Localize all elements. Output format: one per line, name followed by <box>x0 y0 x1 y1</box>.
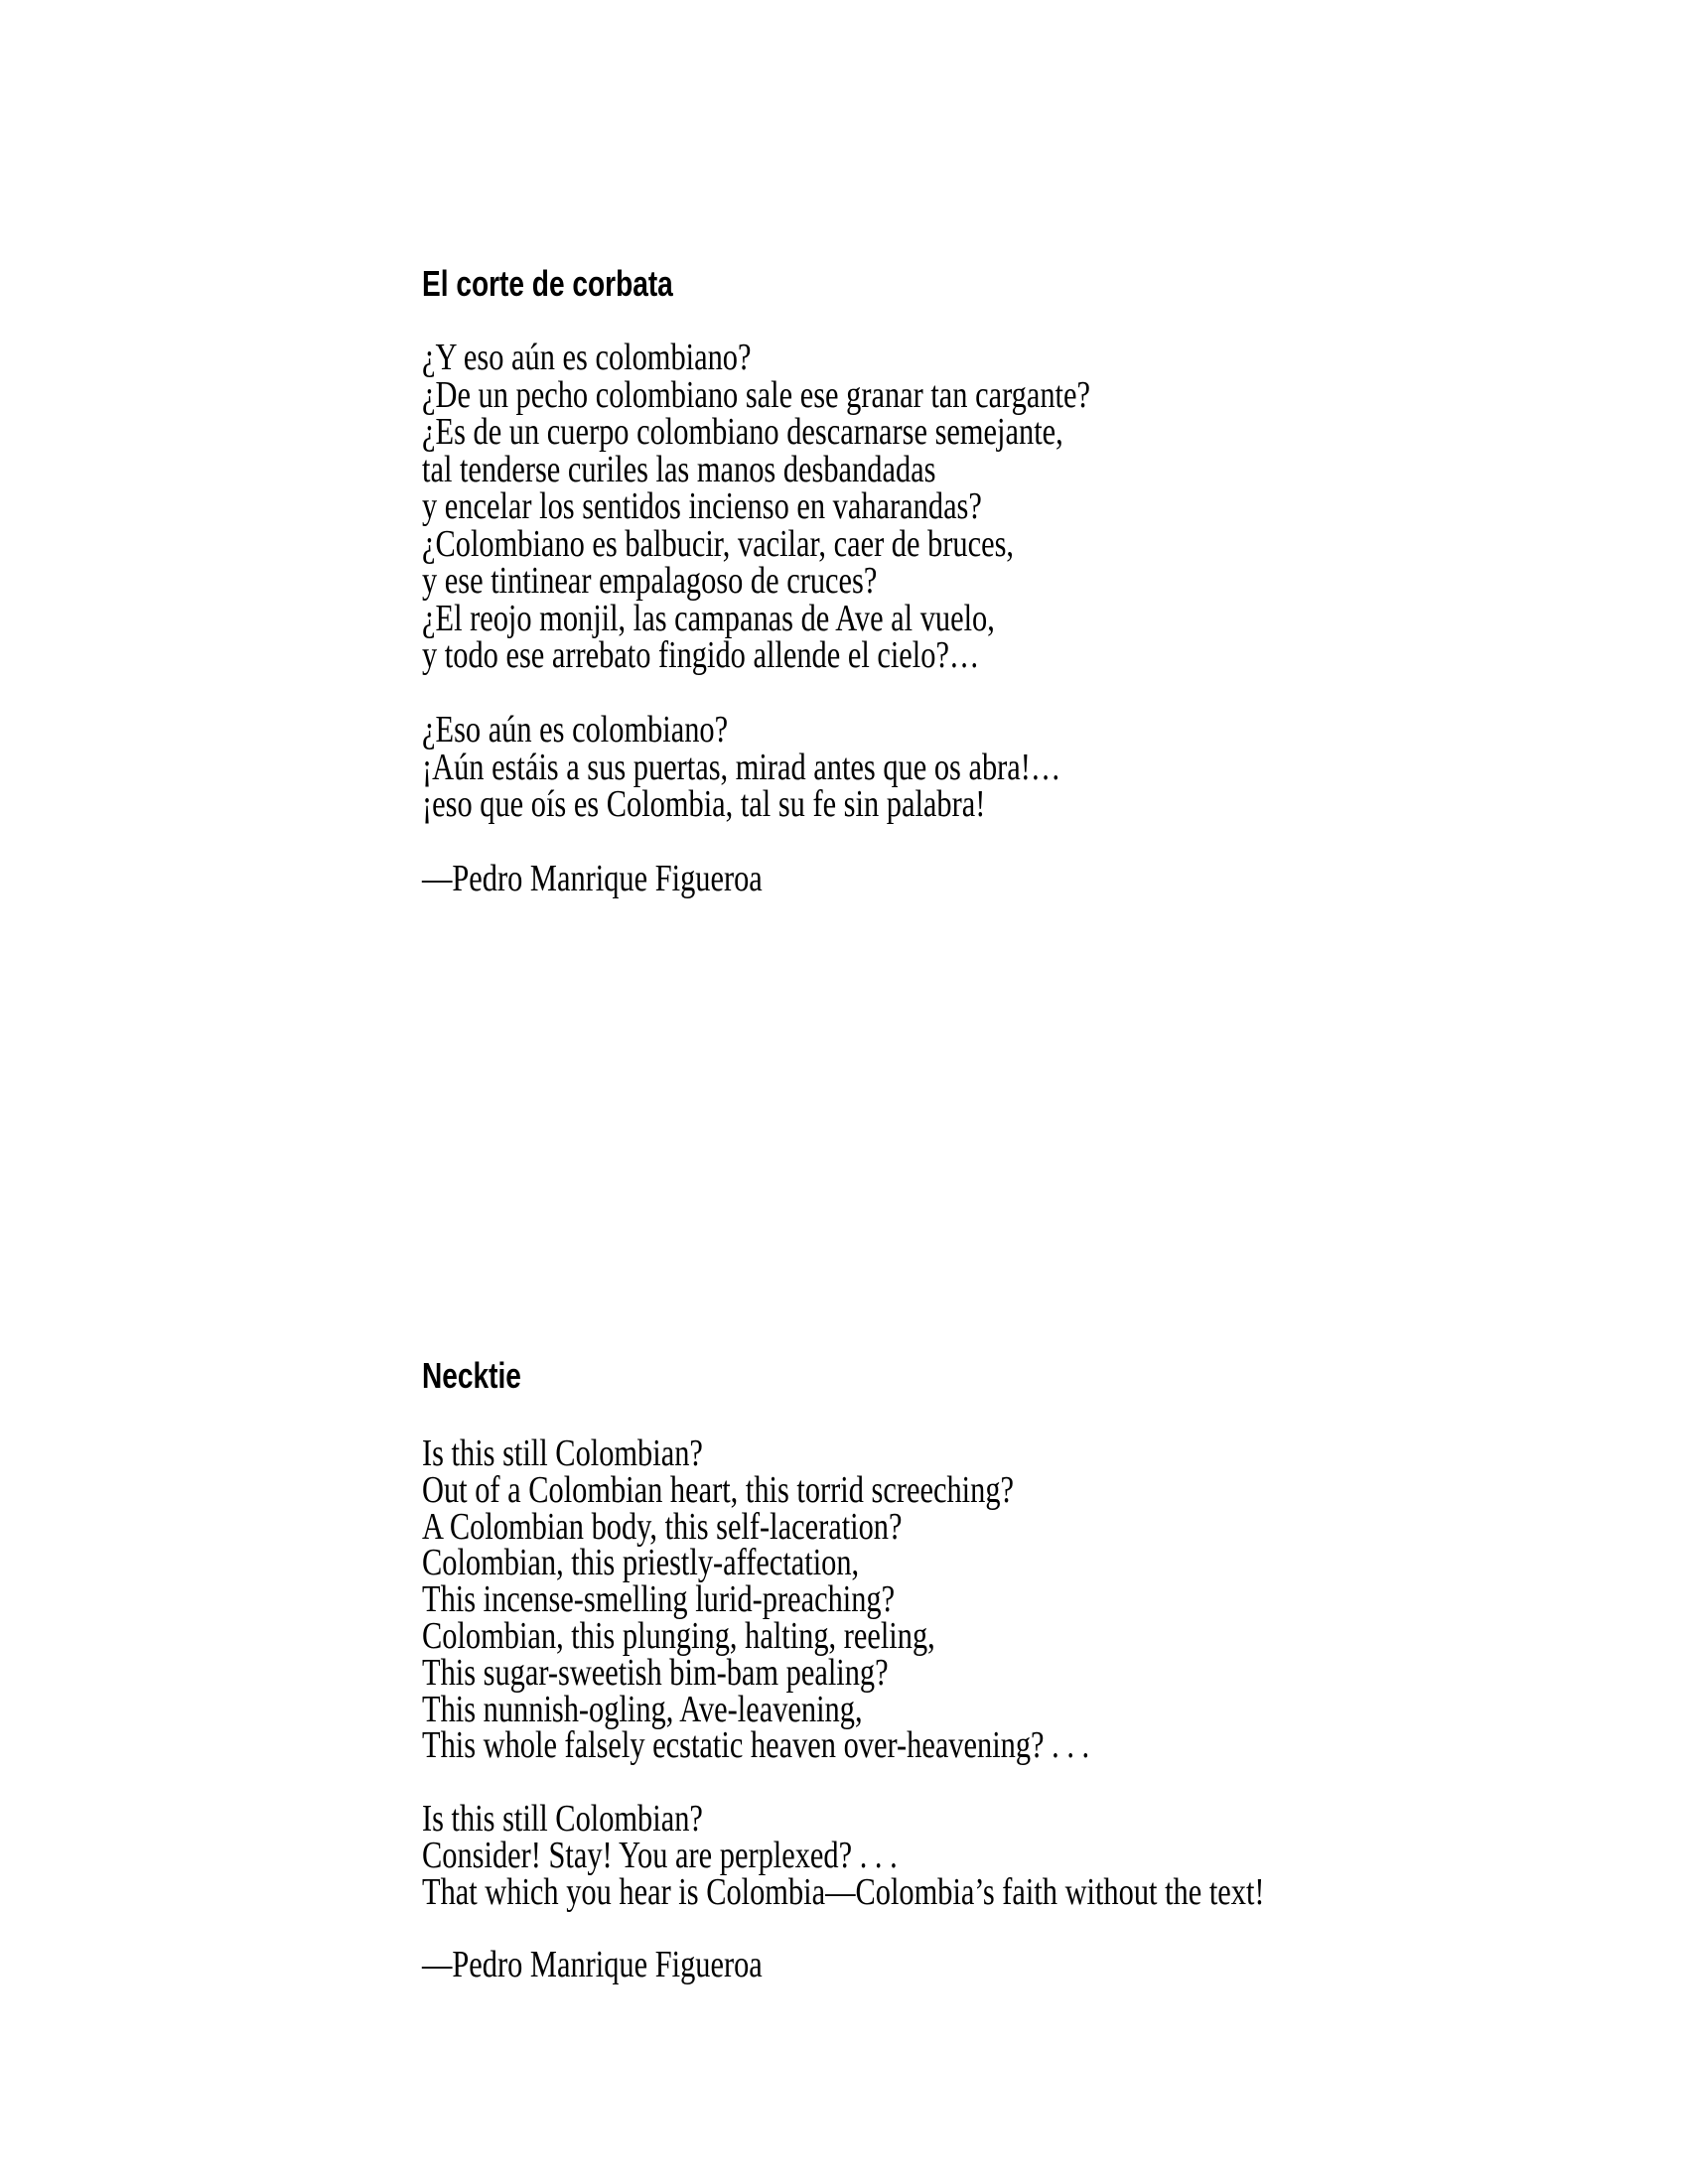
poem-line: ¿Eso aún es colombiano? <box>422 709 729 751</box>
spanish-stanza-2 <box>422 709 1090 825</box>
poem-line: ¿De un pecho colombiano sale ese granar tan cargante? <box>422 373 1090 416</box>
poem-line: This incense-smelling lurid-preaching? <box>422 1578 896 1621</box>
english-poem-attribution: —Pedro Manrique Figueroa <box>422 1944 763 1986</box>
poem-line: Consider! Stay! You are perplexed? . . . <box>422 1834 898 1876</box>
poem-line: y encelar los sentidos incienso en vaharandas? <box>422 485 982 527</box>
poem-line: This nunnish-ogling, Ave-leavening, <box>422 1688 863 1730</box>
english-stanza-2 <box>422 1797 1265 1913</box>
poem-line: Colombian, this priestly-affectation, <box>422 1542 860 1584</box>
poem-line: This sugar-sweetish bim-bam pealing? <box>422 1651 889 1694</box>
poem-line: Is this still Colombian? <box>422 1433 703 1474</box>
poem-line: ¿Es de un cuerpo colombiano descarnarse semejante, <box>422 411 1063 453</box>
poem-line: ¿El reojo monjil, las campanas de Ave al vuelo, <box>422 597 995 639</box>
poem-line: tal tenderse curiles las manos desbandadas <box>422 448 936 490</box>
english-stanza-1 <box>422 1433 1265 1767</box>
english-poem-title: Necktie <box>422 1355 521 1396</box>
poem-line: Is this still Colombian? <box>422 1797 703 1840</box>
poem-line: ¿Colombiano es balbucir, vacilar, caer de bruces, <box>422 522 1015 565</box>
poem-line: Colombian, this plunging, halting, reeling, <box>422 1614 935 1657</box>
spanish-poem <box>422 337 1090 899</box>
poem-line: ¡eso que oís es Colombia, tal su fe sin palabra! <box>422 783 986 825</box>
poem-line: ¿Y eso aún es colombiano? <box>422 337 752 378</box>
spanish-poem-attribution: —Pedro Manrique Figueroa <box>422 858 763 899</box>
poem-line: y todo ese arrebato fingido allende el cielo?… <box>422 634 980 676</box>
poem-line: That which you hear is Colombia—Colombia’s faith without the text! <box>422 1870 1265 1913</box>
poem-line: This whole falsely ecstatic heaven over-heavening? . . . <box>422 1724 1090 1767</box>
poem-line: ¡Aún estáis a sus puertas, mirad antes que os abra!… <box>422 746 1061 788</box>
spanish-poem-title: El corte de corbata <box>422 263 673 304</box>
poem-line: y ese tintinear empalagoso de cruces? <box>422 560 878 602</box>
poem-line: A Colombian body, this self-laceration? <box>422 1505 903 1548</box>
spanish-stanza-1 <box>422 337 1090 676</box>
english-poem <box>422 1433 1265 1986</box>
poem-line: Out of a Colombian heart, this torrid screeching? <box>422 1468 1015 1511</box>
